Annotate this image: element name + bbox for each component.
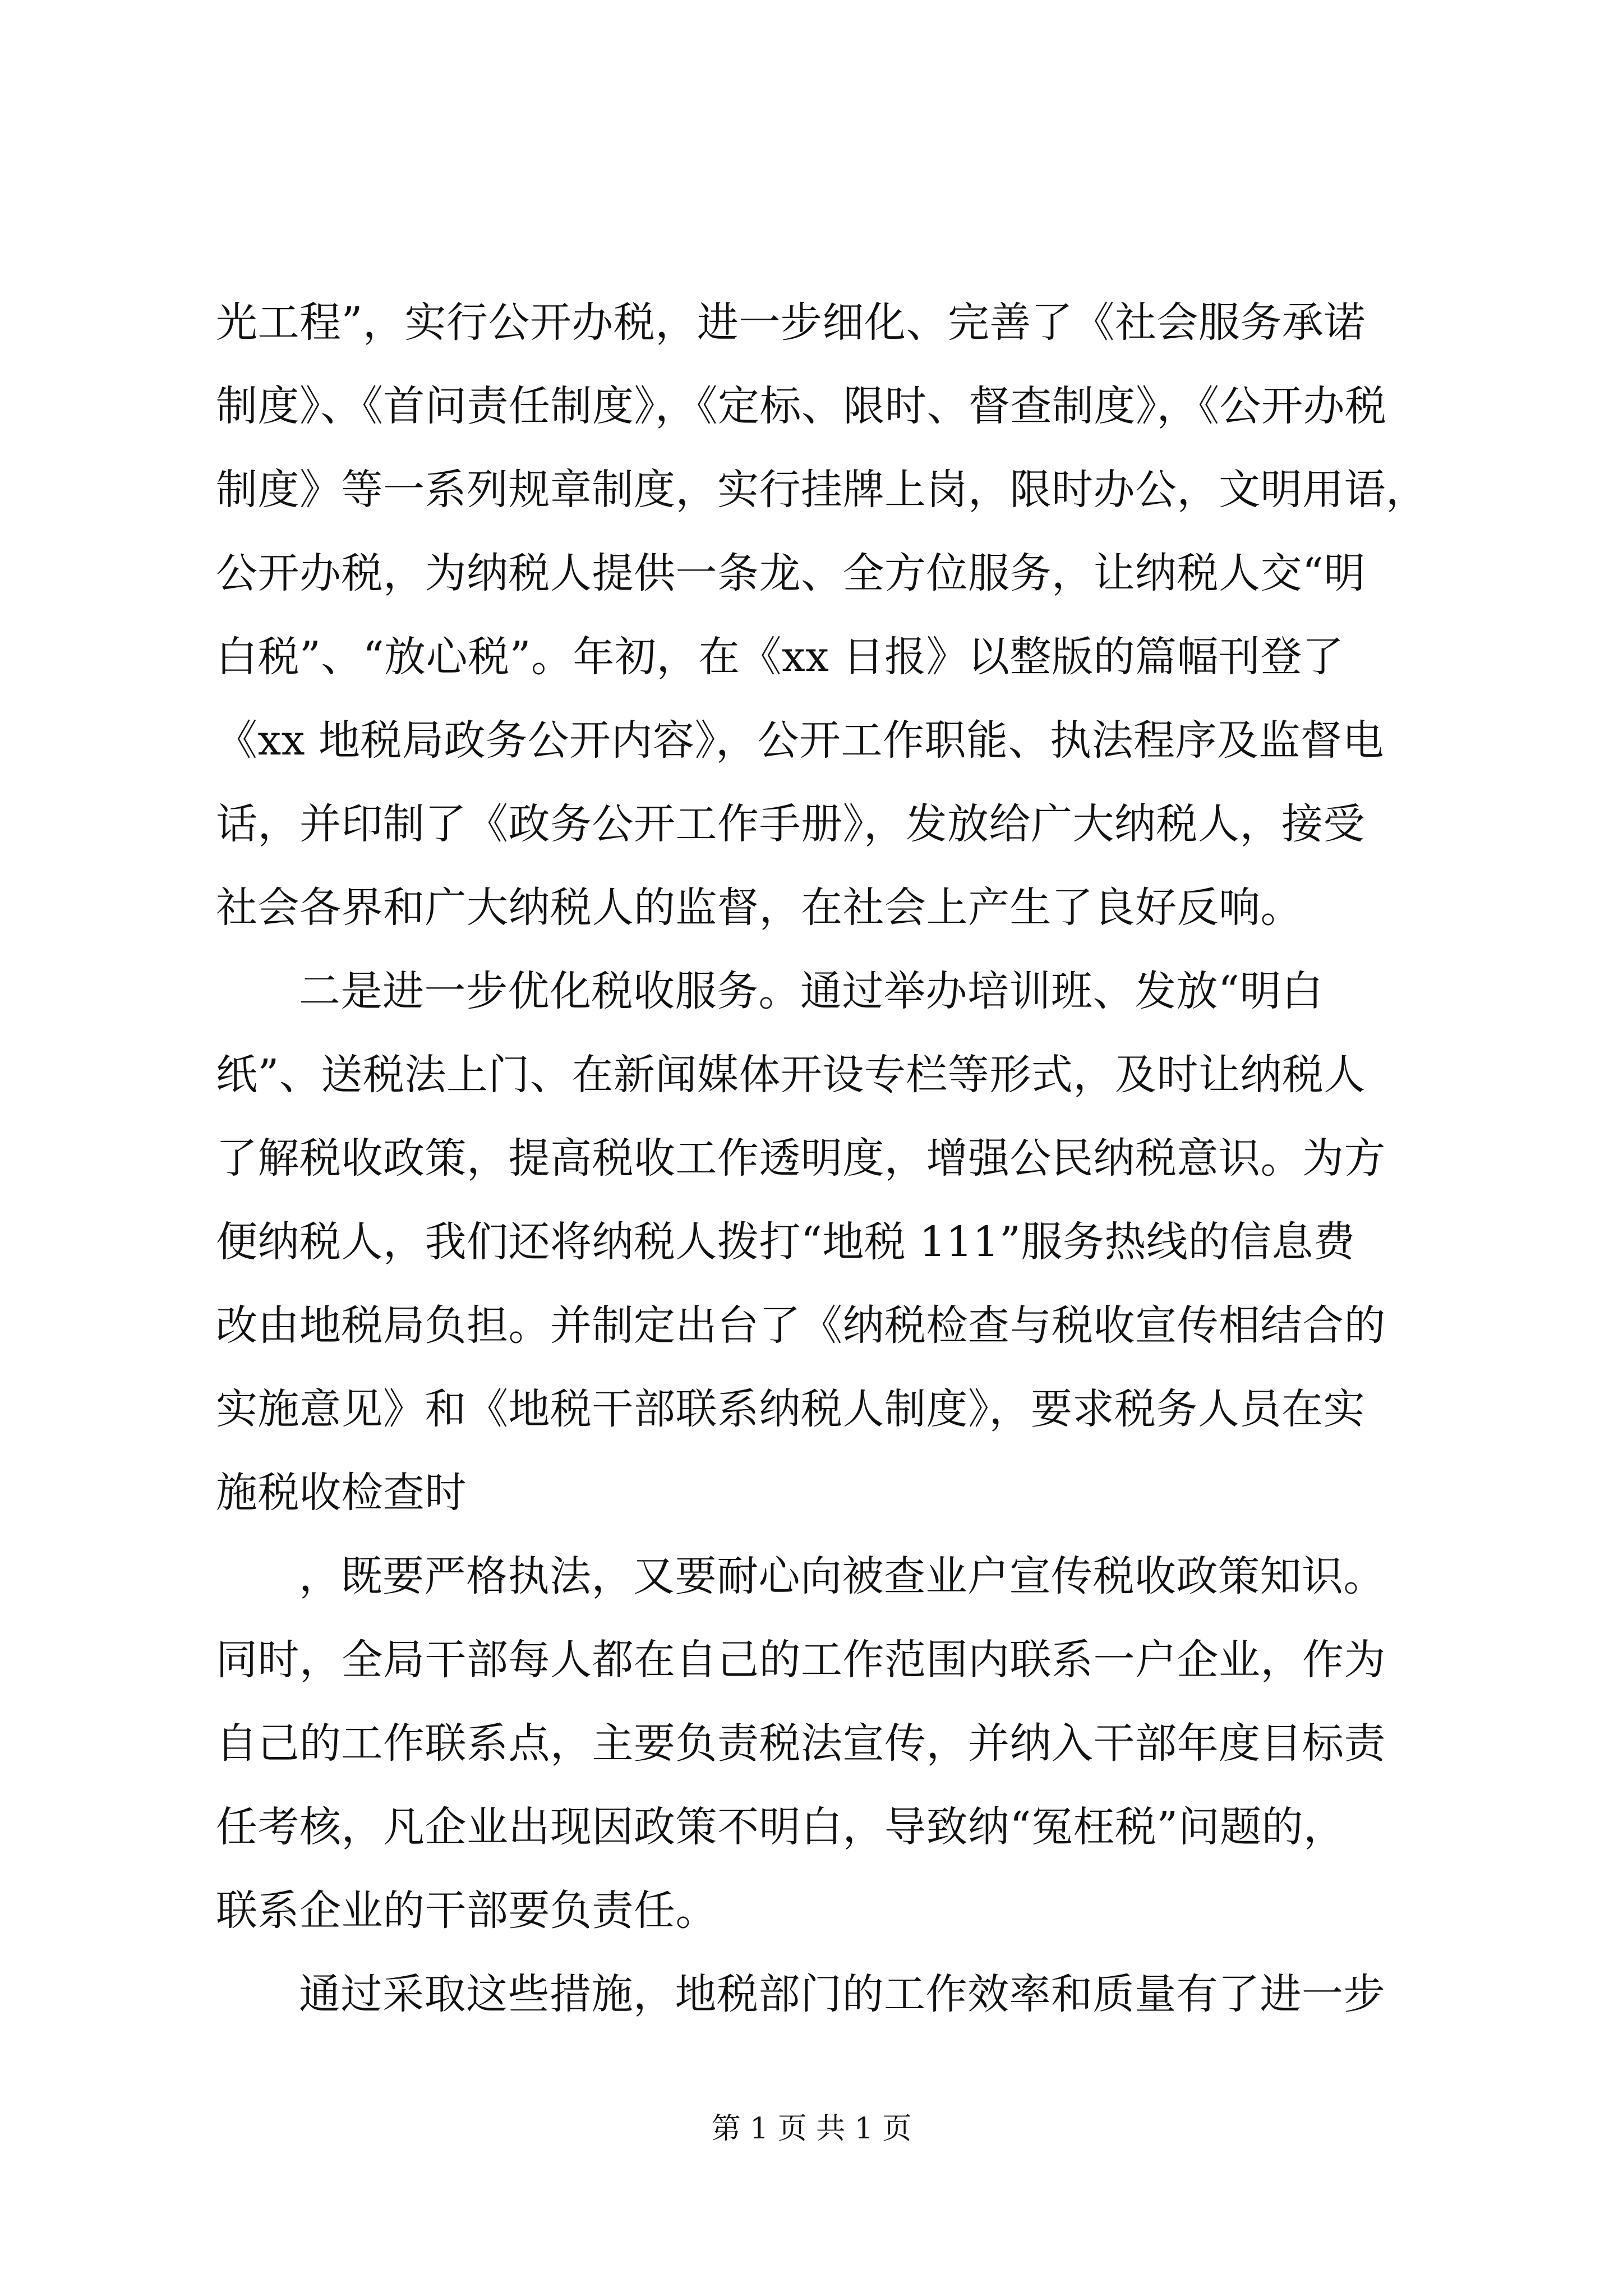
paragraph-start-line: 二是进一步优化税收服务。通过举办培训班、发放“明白 [299,967,1324,1015]
page-number-footer: 第 1 页 共 1 页 [711,2112,912,2146]
text-line: 了解税收政策，提高税收工作透明度，增强公民纳税意识。为方 [216,1134,1386,1182]
text-line: 同时，全局干部每人都在自己的工作范围内联系一户企业，作为 [216,1636,1386,1684]
text-line: 施税收检查时 [216,1469,467,1517]
text-line: 联系企业的干部要负责任。 [216,1887,717,1935]
text-line: 纸”、送税法上门、在新闻媒体开设专栏等形式，及时让纳税人 [216,1051,1366,1099]
text-line: 社会各界和广大纳税人的监督，在社会上产生了良好反响。 [216,884,1302,932]
text-line: 话，并印制了《政务公开工作手册》，发放给广大纳税人，接受 [216,800,1365,848]
text-line: 制度》、《首问责任制度》，《定标、限时、督查制度》，《公开办税 [216,382,1387,430]
text-line: 白税”、“放心税”。年初，在《xx 日报》以整版的篇幅刊登了 [216,633,1344,681]
text-line: 便纳税人，我们还将纳税人拨打“地税 111”服务热线的信息费 [216,1218,1355,1266]
text-line: 公开办税，为纳税人提供一条龙、全方位服务，让纳税人交“明 [216,549,1366,597]
text-line: 光工程”，实行公开办税，进一步细化、完善了《社会服务承诺 [216,298,1366,347]
paragraph-start-line: ，既要严格执法，又要耐心向被查业户宣传税收政策知识。 [299,1552,1385,1600]
text-line: 自己的工作联系点，主要负责税法宣传，并纳入干部年度目标责 [216,1719,1386,1768]
text-line: 实施意见》和《地税干部联系纳税人制度》，要求税务人员在实 [216,1385,1365,1433]
text-line: 任考核，凡企业出现因政策不明白，导致纳“冤枉税”问题的， [216,1803,1345,1851]
text-line: 改由地税局负担。并制定出台了《纳税检查与税收宣传相结合的 [216,1301,1386,1350]
text-line: 制度》等一系列规章制度，实行挂牌上岗，限时办公，文明用语， [216,466,1428,514]
text-line: 《xx 地税局政务公开内容》，公开工作职能、执法程序及监督电 [216,716,1384,765]
paragraph-start-line: 通过采取这些措施，地税部门的工作效率和质量有了进一步 [299,1970,1385,2018]
